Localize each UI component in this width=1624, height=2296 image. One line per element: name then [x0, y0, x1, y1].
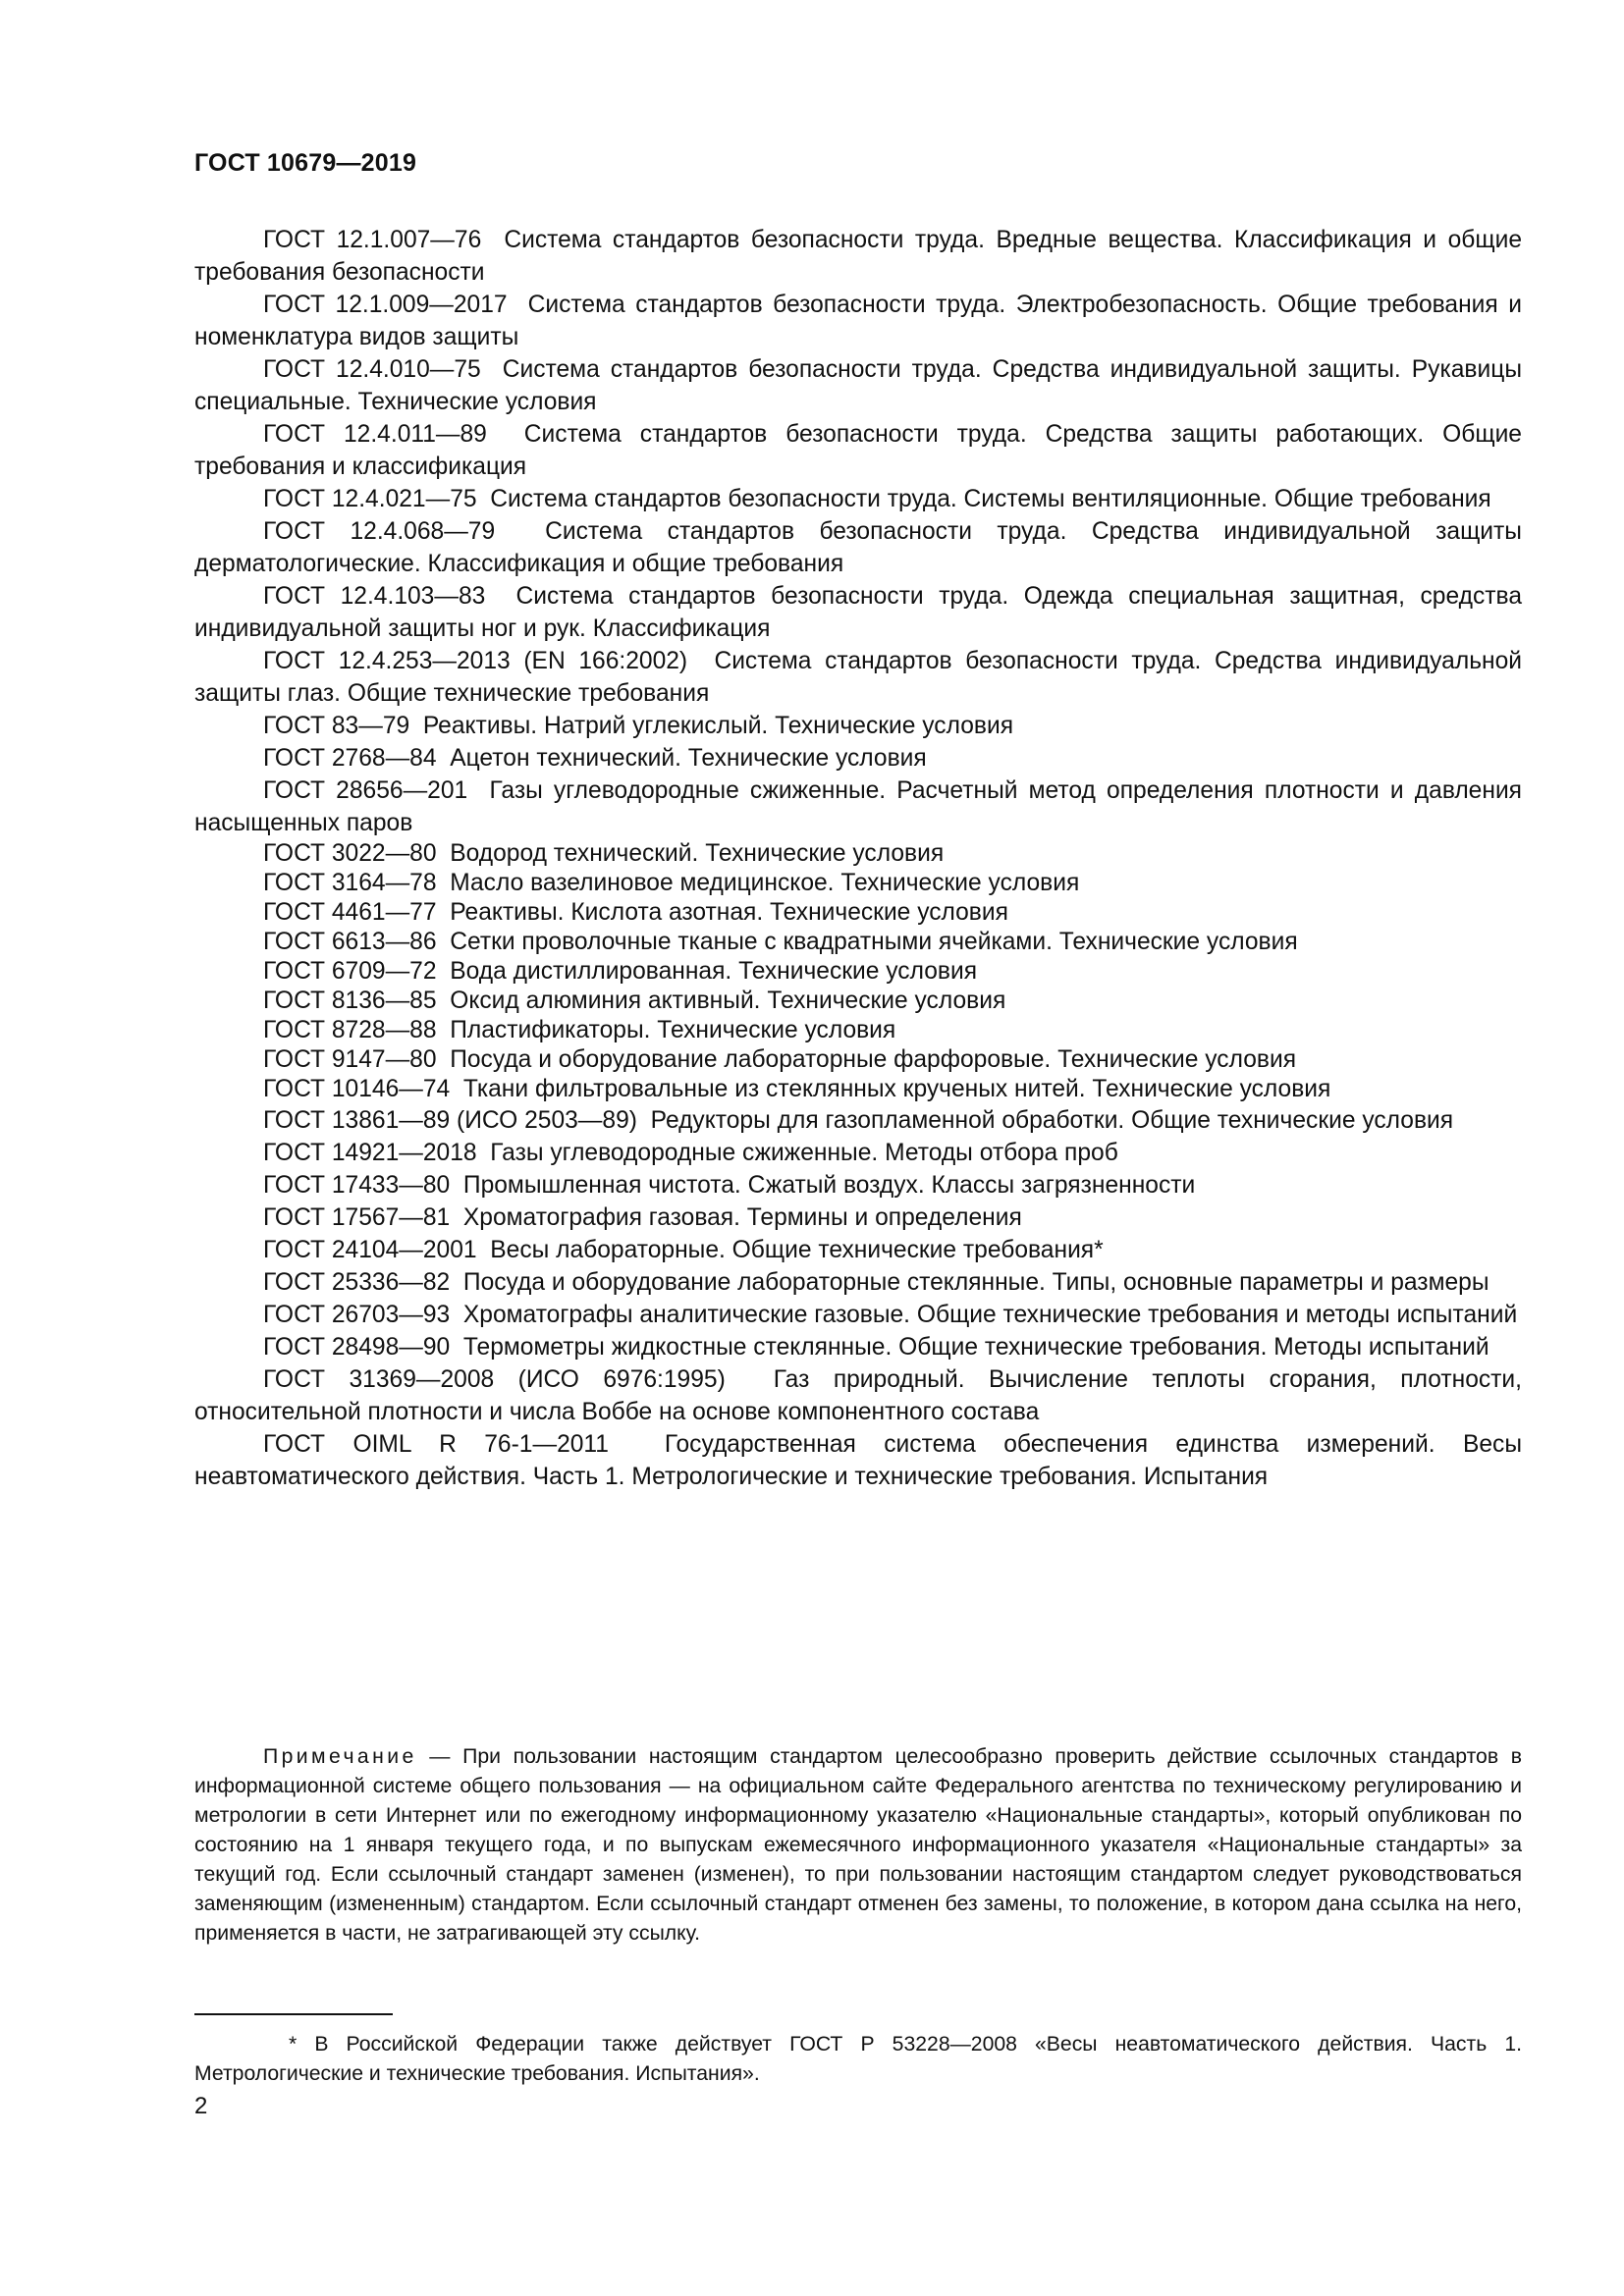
reference-title: Редукторы для газопламенной обработки. Общие технические условия — [650, 1107, 1454, 1134]
reference-title: Вода дистиллированная. Технические условия — [450, 958, 978, 985]
reference-item — [194, 1363, 1522, 1428]
page-number: 2 — [194, 2093, 208, 2119]
reference-title: Весы лабораторные. Общие технические требования* — [490, 1237, 1104, 1263]
reference-code: ГОСТ 12.1.007—76 — [263, 227, 482, 253]
reference-code: ГОСТ 3022—80 — [263, 840, 437, 867]
reference-item — [194, 1016, 1522, 1045]
reference-item — [194, 1234, 1522, 1266]
reference-title: Система стандартов безопасности труда. Одежда специальная защитная, средства индивидуальной защиты ног и рук. Классификация — [194, 583, 1522, 642]
reference-item — [194, 1137, 1522, 1169]
reference-title: Система стандартов безопасности труда. Средства индивидуальной защиты глаз. Общие технические требования — [194, 648, 1523, 707]
reference-title: Система стандартов безопасности труда. Системы вентиляционные. Общие требования — [490, 486, 1491, 512]
reference-item — [194, 1331, 1522, 1363]
reference-title: Ацетон технический. Технические условия — [450, 745, 927, 772]
reference-item — [194, 710, 1522, 742]
reference-item — [194, 353, 1522, 418]
reference-code: ГОСТ 12.4.011—89 — [263, 421, 487, 448]
reference-code: ГОСТ 8728—88 — [263, 1017, 437, 1043]
reference-code: ГОСТ 6709—72 — [263, 958, 437, 985]
reference-title: Система стандартов безопасности труда. Средства индивидуальной защиты дерматологические. Классификация и общие требования — [194, 518, 1522, 577]
reference-code: ГОСТ 28498—90 — [263, 1334, 451, 1361]
reference-code: ГОСТ 9147—80 — [263, 1046, 437, 1073]
reference-title: Хроматографы аналитические газовые. Общие технические требования и методы испытаний — [462, 1302, 1518, 1328]
reference-title: Хроматография газовая. Термины и определения — [462, 1204, 1022, 1231]
reference-item — [194, 580, 1522, 645]
reference-code: ГОСТ 12.1.009—2017 — [263, 292, 508, 318]
reference-title: Газ природный. Вычисление теплоты сгорания, плотности, относительной плотности и числа Воббе на основе компонентного состава — [194, 1366, 1523, 1425]
reference-title: Система стандартов безопасности труда. Электробезопасность. Общие требования и номенклатура видов защиты — [194, 292, 1522, 350]
reference-item — [194, 1428, 1522, 1493]
reference-title: Система стандартов безопасности труда. Вредные вещества. Классификация и общие требования безопасности — [194, 227, 1522, 286]
reference-title: Пластификаторы. Технические условия — [450, 1017, 896, 1043]
reference-item — [194, 869, 1522, 898]
note-label: Примечание — [263, 1745, 417, 1768]
reference-code: ГОСТ 17567—81 — [263, 1204, 451, 1231]
footnote: * В Российской Федерации также действует ГОСТ Р 53228—2008 «Весы неавтоматического действия. Часть 1. Метрологические и технические требования. Испытания». — [194, 2033, 1522, 2085]
reference-title: Государственная система обеспечения единства измерений. Весы неавтоматического действия. Часть 1. Метрологические и технические требования. Испытания — [194, 1431, 1523, 1490]
reference-code: ГОСТ 12.4.010—75 — [263, 356, 481, 383]
reference-code: ГОСТ 4461—77 — [263, 899, 437, 926]
footnote-separator — [194, 2013, 393, 2015]
reference-title: Реактивы. Кислота азотная. Технические условия — [450, 899, 1008, 926]
reference-item — [194, 987, 1522, 1016]
note-paragraph — [194, 1742, 1522, 1949]
reference-code: ГОСТ 83—79 — [263, 713, 410, 739]
reference-item — [194, 742, 1522, 774]
reference-title: Оксид алюминия активный. Технические условия — [450, 988, 1006, 1014]
reference-title: Система стандартов безопасности труда. Средства индивидуальной защиты. Рукавицы специальные. Технические условия — [194, 356, 1522, 415]
reference-code: ГОСТ 10146—74 — [263, 1076, 451, 1102]
reference-code: ГОСТ 12.4.253—2013 (EN 166:2002) — [263, 648, 688, 674]
normative-references-list — [194, 224, 1522, 1493]
reference-code: ГОСТ 14921—2018 — [263, 1140, 477, 1166]
reference-title: Посуда и оборудование лабораторные стеклянные. Типы, основные параметры и размеры — [462, 1269, 1489, 1296]
reference-code: ГОСТ 6613—86 — [263, 929, 437, 955]
reference-code: ГОСТ 12.4.021—75 — [263, 486, 477, 512]
reference-code: ГОСТ 26703—93 — [263, 1302, 451, 1328]
reference-title: Водород технический. Технические условия — [450, 840, 945, 867]
reference-title: Термометры жидкостные стеклянные. Общие технические требования. Методы испытаний — [462, 1334, 1489, 1361]
reference-code: ГОСТ 28656—201 — [263, 777, 468, 804]
reference-item — [194, 1075, 1522, 1104]
reference-title: Масло вазелиновое медицинское. Технические условия — [450, 870, 1080, 896]
reference-item — [194, 483, 1522, 515]
reference-code: ГОСТ 25336—82 — [263, 1269, 451, 1296]
note-text: — При пользовании настоящим стандартом целесообразно проверить действие ссылочных стандартов в информационной системе общего пользования — на официальном сайте Федерального агентства по техническому регулированию и метрологии в сети Интернет или по ежегодному информационному указателю «Национальные стандарты», который опубликован по состоянию на 1 января текущего года, и по выпускам ежемесячного информационного указателя «Национальные стандарты» за текущий год. Если ссылочный стандарт заменен (изменен), то при пользовании настоящим стандартом следует руководствоваться заменяющим (измененным) стандартом. Если ссылочный стандарт отменен без замены, то положение, в котором дана ссылка на него, применяется в части, не затрагивающей эту ссылку. — [194, 1745, 1522, 1945]
reference-code: ГОСТ 31369—2008 (ИСО 6976:1995) — [263, 1366, 726, 1393]
reference-code: ГОСТ 12.4.103—83 — [263, 583, 486, 610]
reference-title: Реактивы. Натрий углекислый. Технические условия — [422, 713, 1014, 739]
reference-title: Газы углеводородные сжиженные. Расчетный метод определения плотности и давления насыщенных паров — [194, 777, 1522, 836]
reference-title: Промышленная чистота. Сжатый воздух. Классы загрязненности — [462, 1172, 1196, 1199]
reference-item — [194, 1299, 1522, 1331]
reference-code: ГОСТ 17433—80 — [263, 1172, 451, 1199]
reference-item — [194, 645, 1522, 710]
reference-code: ГОСТ 2768—84 — [263, 745, 437, 772]
document-header: ГОСТ 10679—2019 — [194, 149, 417, 177]
reference-code: ГОСТ 8136—85 — [263, 988, 437, 1014]
reference-item — [194, 898, 1522, 928]
reference-item — [194, 1169, 1522, 1201]
reference-code: ГОСТ 24104—2001 — [263, 1237, 477, 1263]
reference-item — [194, 1201, 1522, 1234]
reference-item — [194, 839, 1522, 869]
reference-item — [194, 418, 1522, 483]
reference-code: ГОСТ OIML R 76-1—2011 — [263, 1431, 609, 1458]
reference-title: Ткани фильтровальные из стеклянных крученых нитей. Технические условия — [462, 1076, 1331, 1102]
reference-code: ГОСТ 13861—89 (ИСО 2503—89) — [263, 1107, 637, 1134]
reference-title: Сетки проволочные тканые с квадратными ячейками. Технические условия — [450, 929, 1298, 955]
reference-code: ГОСТ 3164—78 — [263, 870, 437, 896]
reference-item — [194, 1104, 1522, 1137]
reference-item — [194, 515, 1522, 580]
reference-title: Газы углеводородные сжиженные. Методы отбора проб — [490, 1140, 1118, 1166]
reference-item — [194, 1266, 1522, 1299]
reference-title: Система стандартов безопасности труда. Средства защиты работающих. Общие требования и классификация — [194, 421, 1522, 480]
reference-item — [194, 1045, 1522, 1075]
reference-item — [194, 774, 1522, 839]
reference-item — [194, 928, 1522, 957]
reference-code: ГОСТ 12.4.068—79 — [263, 518, 496, 545]
reference-item — [194, 289, 1522, 353]
reference-title: Посуда и оборудование лабораторные фарфоровые. Технические условия — [450, 1046, 1297, 1073]
reference-item — [194, 224, 1522, 289]
reference-item — [194, 957, 1522, 987]
